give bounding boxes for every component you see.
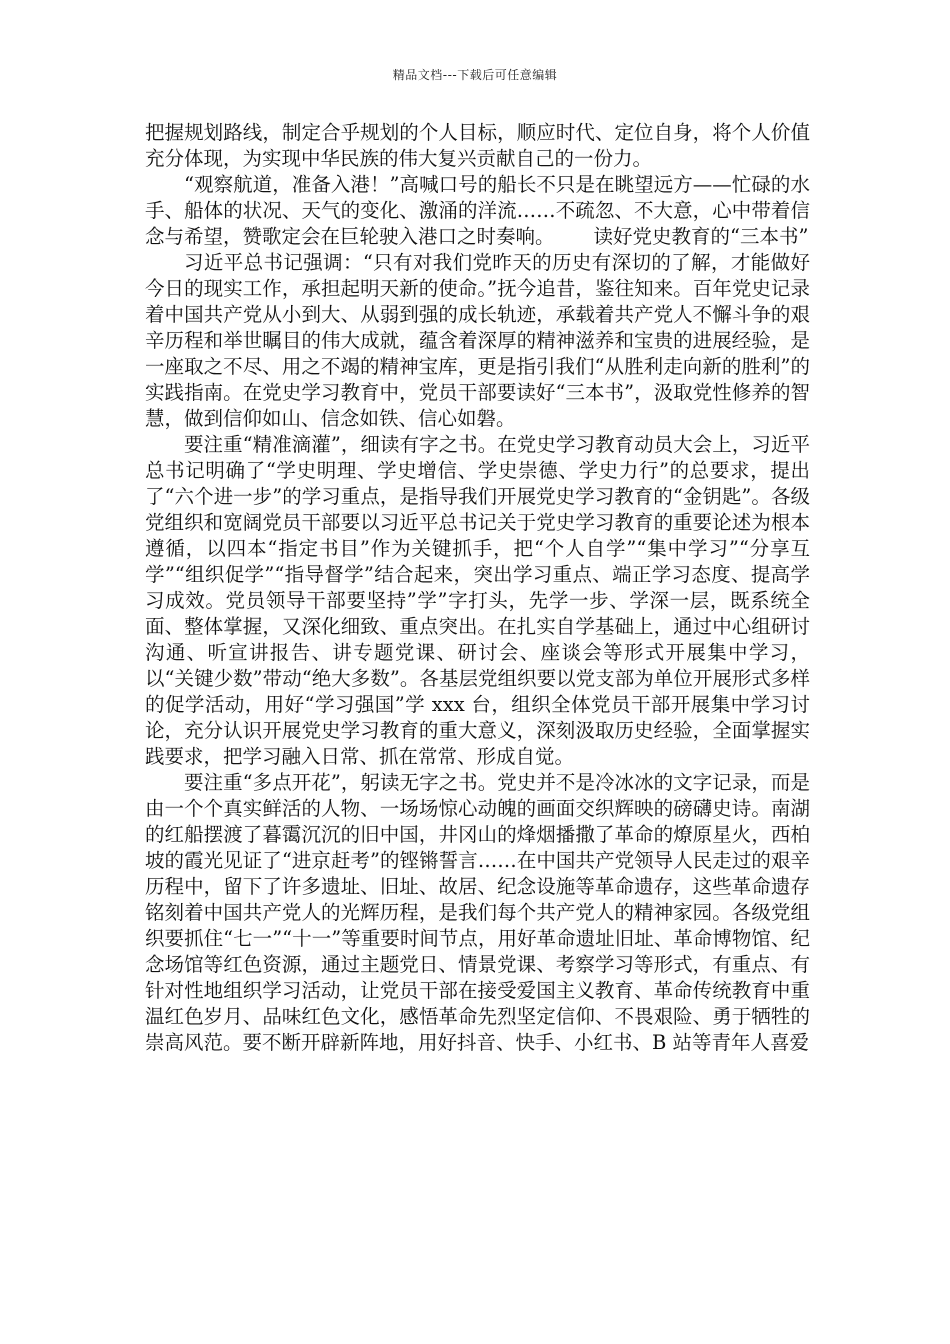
paragraph-2	[145, 172, 810, 250]
document-body	[145, 120, 810, 1056]
paragraph-3: 习近平总书记强调：“只有对我们党昨天的历史有深切的了解，才能做好今日的现实工作，承担起明天新的使命。”抚今追昔，鉴往知来。百年党史记录着中国共产党从小到大、从弱到强的成长轨迹，承载着共产党人不懈斗争的艰辛历程和举世瞩目的伟大成就，蕴含着深厚的精神滋养和宝贵的进展经验，是一座取之不尽、用之不竭的精神宝库，更是指引我们“从胜利走向新的胜利”的实践指南。在党史学习教育中，党员干部要读好“三本书”，汲取党性修养的智慧，做到信仰如山、信念如铁、信心如磐。	[145, 251, 810, 430]
paragraph-1: 把握规划路线，制定合乎规划的个人目标，顺应时代、定位自身，将个人价值充分体现，为实现中华民族的伟大复兴贡献自己的一份力。	[145, 121, 810, 170]
paragraph-2-text: “观察航道，准备入港！”高喊口号的船长不只是在眺望远方——忙碌的水手、船体的状况、天气的变化、激涌的洋流……不疏忽、不大意，心中带着信念与希望，赞歌定会在巨轮驶入港口之时奏响。	[145, 173, 810, 248]
page-header: 精品文档---下载后可任意编辑	[392, 68, 558, 82]
section-title: 读好党史教育的“三本书”	[593, 225, 809, 248]
paragraph-5: 要注重“多点开花”，躬读无字之书。党史并不是冷冰冰的文字记录，而是由一个个真实鲜活的人物、一场场惊心动魄的画面交织辉映的磅礴史诗。南湖的红船摆渡了暮霭沉沉的旧中国，井冈山的烽烟播撒了革命的燎原星火，西柏坡的霞光见证了“进京赶考”的铿锵誓言……在中国共产党领导人民走过的艰辛历程中，留下了许多遗址、旧址、故居、纪念设施等革命遗存，这些革命遗存铭刻着中国共产党人的光辉历程，是我们每个共产党人的精神家园。各级党组织要抓住“七一”“十一”等重要时间节点，用好革命遗址旧址、革命博物馆、纪念场馆等红色资源，通过主题党日、情景党课、考察学习等形式，有重点、有针对性地组织学习活动，让党员干部在接受爱国主义教育、革命传统教育中重温红色岁月、品味红色文化，感悟革命先烈坚定信仰、不畏艰险、勇于牺牲的崇高风范。要不断开辟新阵地，用好抖音、快手、小红书、B 站等青年人喜爱	[145, 771, 810, 1054]
paragraph-4: 要注重“精准滴灌”，细读有字之书。在党史学习教育动员大会上，习近平总书记明确了“学史明理、学史增信、学史崇德、学史力行”的总要求，提出了“六个进一步”的学习重点，是指导我们开展党史学习教育的“金钥匙”。各级党组织和宽阔党员干部要以习近平总书记关于党史学习教育的重要论述为根本遵循，以四本“指定书目”作为关键抓手，把“个人自学”“集中学习”“分享互学”“组织促学”“指导督学”结合起来，突出学习重点、端正学习态度、提高学习成效。党员领导干部要坚持”学”字打头，先学一步、学深一层，既系统全面、整体掌握，又深化细致、重点突出。在扎实自学基础上，通过中心组研讨沟通、听宣讲报告、讲专题党课、研讨会、座谈会等形式开展集中学习，以“关键少数”带动“绝大多数”。各基层党组织要以党支部为单位开展形式多样的促学活动，用好“学习强国”学 xxx 台，组织全体党员干部开展集中学习讨论，充分认识开展党史学习教育的重大意义，深刻汲取历史经验，全面掌握实践要求，把学习融入日常、抓在常常、形成自觉。	[145, 433, 810, 768]
